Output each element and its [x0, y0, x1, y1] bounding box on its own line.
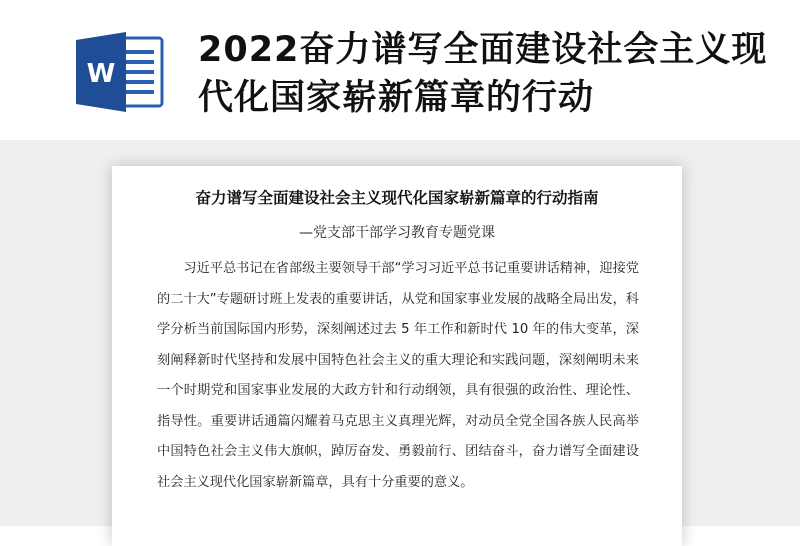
word-document-icon	[74, 30, 166, 114]
svg-text:W: W	[86, 59, 116, 89]
document-title: 奋力谱写全面建设社会主义现代化国家崭新篇章的行动指南	[195, 189, 599, 207]
document-subtitle: —党支部干部学习教育专题党课	[299, 225, 495, 241]
document-page	[112, 166, 682, 546]
header-banner	[0, 0, 800, 140]
page-title: 2022奋力谱写全面建设社会主义现代化国家崭新篇章的行动	[198, 30, 768, 118]
document-paragraph: 习近平总书记在省部级主要领导干部“学习习近平总书记重要讲话精神，迎接党的二十大”专题研讨班上发表的重要讲话，从党和国家事业发展的战略全局出发，科学分析当前国际国内形势，深刻阐述过去 5 年工作和新时代 10 年的伟大变革，深刻阐释新时代坚持和发展中国特色社会主义的重大理论和实践问题，深刻阐明未来一个时期党和国家事业发展的大政方针和行动纲领，具有很强的政治性、理论性、指导性。重要讲话通篇闪耀着马克思主义真理光辉，对动员全党全国各族人民高举中国特色社会主义伟大旗帜，踔厉奋发、勇毅前行、团结奋斗，奋力谱写全面建设社会主义现代化国家崭新篇章，具有十分重要的意义。	[157, 261, 639, 490]
